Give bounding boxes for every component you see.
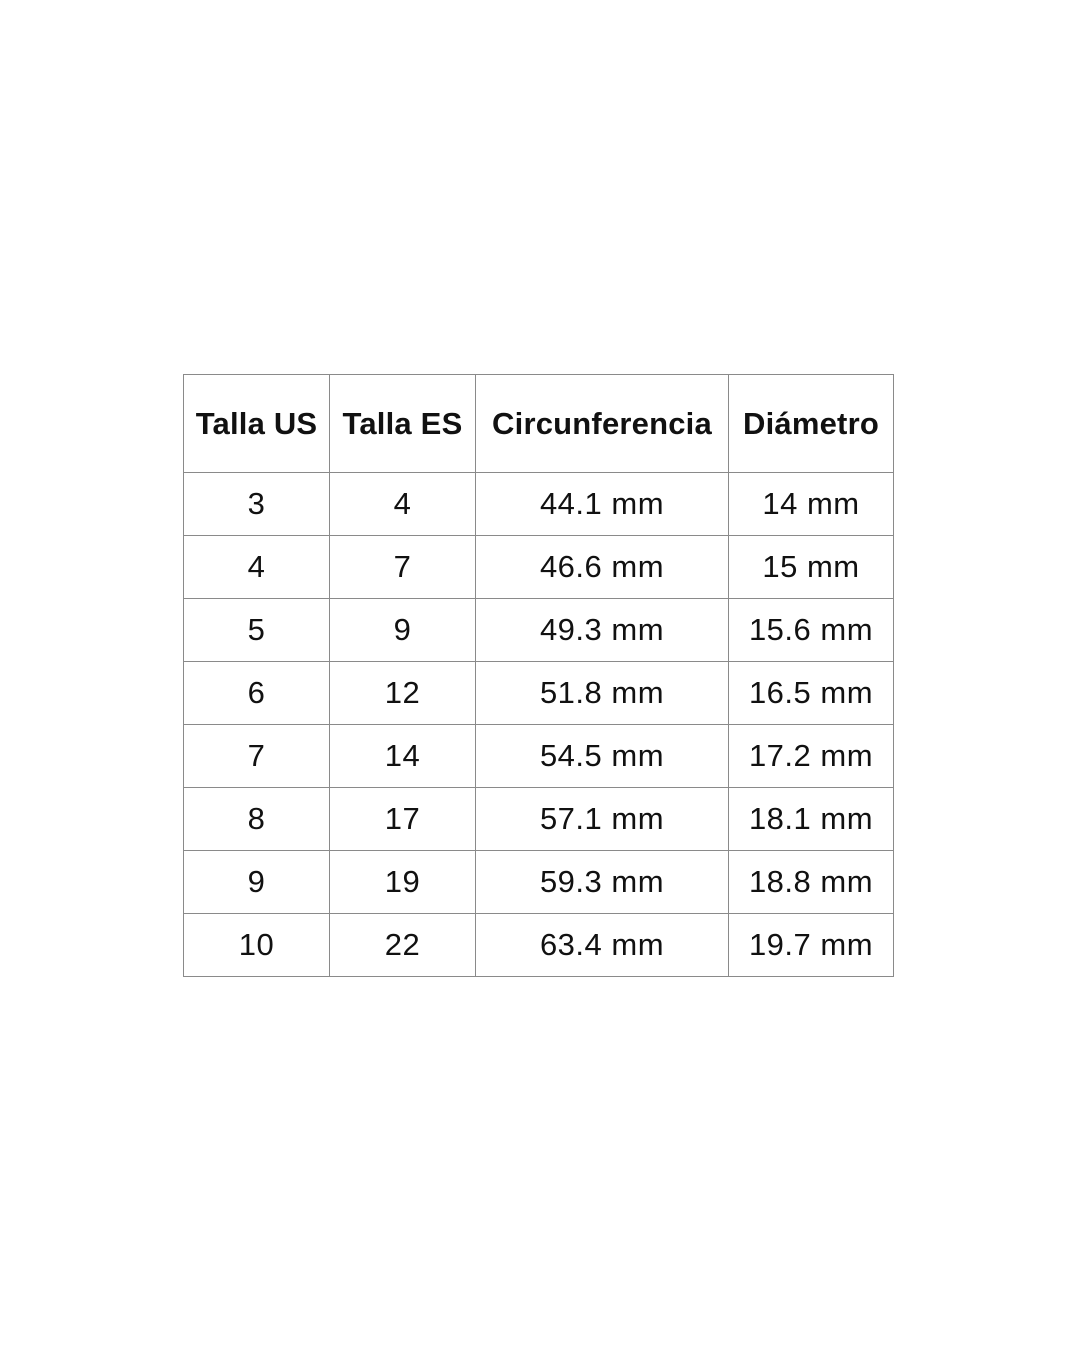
cell-diametro: 16.5 mm xyxy=(729,662,894,725)
cell-talla-us: 7 xyxy=(184,725,330,788)
cell-diametro: 18.1 mm xyxy=(729,788,894,851)
cell-diametro: 19.7 mm xyxy=(729,914,894,977)
table-row xyxy=(184,725,894,788)
cell-talla-es: 19 xyxy=(330,851,476,914)
cell-circunferencia: 46.6 mm xyxy=(476,536,729,599)
cell-circunferencia: 54.5 mm xyxy=(476,725,729,788)
cell-talla-us: 10 xyxy=(184,914,330,977)
cell-diametro: 18.8 mm xyxy=(729,851,894,914)
cell-talla-us: 3 xyxy=(184,473,330,536)
table-row xyxy=(184,914,894,977)
cell-circunferencia: 59.3 mm xyxy=(476,851,729,914)
table-row xyxy=(184,662,894,725)
cell-talla-us: 9 xyxy=(184,851,330,914)
cell-diametro: 15.6 mm xyxy=(729,599,894,662)
cell-circunferencia: 57.1 mm xyxy=(476,788,729,851)
header-talla-es: Talla ES xyxy=(330,375,476,473)
table-row xyxy=(184,473,894,536)
cell-talla-us: 6 xyxy=(184,662,330,725)
cell-circunferencia: 44.1 mm xyxy=(476,473,729,536)
table-row xyxy=(184,536,894,599)
cell-talla-es: 9 xyxy=(330,599,476,662)
header-circunferencia: Circunferencia xyxy=(476,375,729,473)
cell-talla-es: 4 xyxy=(330,473,476,536)
cell-circunferencia: 49.3 mm xyxy=(476,599,729,662)
table-header-row xyxy=(184,375,894,473)
table-row xyxy=(184,851,894,914)
cell-talla-es: 14 xyxy=(330,725,476,788)
cell-talla-us: 4 xyxy=(184,536,330,599)
table-row xyxy=(184,788,894,851)
table-row xyxy=(184,599,894,662)
cell-diametro: 14 mm xyxy=(729,473,894,536)
cell-talla-us: 8 xyxy=(184,788,330,851)
cell-circunferencia: 63.4 mm xyxy=(476,914,729,977)
ring-size-table xyxy=(183,374,894,977)
cell-diametro: 17.2 mm xyxy=(729,725,894,788)
header-talla-us: Talla US xyxy=(184,375,330,473)
cell-talla-es: 17 xyxy=(330,788,476,851)
header-diametro: Diámetro xyxy=(729,375,894,473)
cell-diametro: 15 mm xyxy=(729,536,894,599)
cell-talla-es: 7 xyxy=(330,536,476,599)
cell-talla-es: 22 xyxy=(330,914,476,977)
cell-talla-es: 12 xyxy=(330,662,476,725)
cell-circunferencia: 51.8 mm xyxy=(476,662,729,725)
cell-talla-us: 5 xyxy=(184,599,330,662)
